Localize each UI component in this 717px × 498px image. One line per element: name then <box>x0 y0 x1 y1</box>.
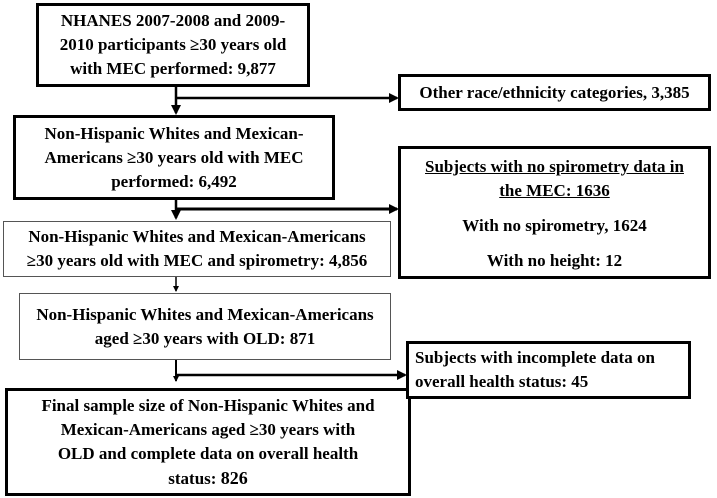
box-final-line-4 <box>168 466 247 491</box>
final-status-label: status: <box>168 468 217 488</box>
box-participants <box>36 3 310 87</box>
box-other-race <box>398 74 711 111</box>
box-no-spirometry-header-1: Subjects with no spirometry data in <box>425 157 684 176</box>
box-final-line-1: Final sample size of Non-Hispanic Whites and <box>41 395 375 415</box>
box-no-spirometry <box>398 146 711 279</box>
final-sample-count: 826 <box>220 467 248 488</box>
box-nhw-mexican-mec <box>13 115 335 200</box>
box-incomplete-data <box>406 341 691 399</box>
box-nhw-mexican-mec-line-2: Americans ≥30 years old with MEC <box>44 147 304 167</box>
box-no-spirometry-item-1: With no spirometry, 1624 <box>462 216 647 235</box>
box-nhw-mexican-mec-line-3: performed: 6,492 <box>111 171 237 191</box>
box-incomplete-line-2: overall health status: 45 <box>415 372 589 391</box>
box-incomplete-line-1: Subjects with incomplete data on <box>415 348 655 367</box>
box-participants-line-2: 2010 participants ≥30 years old <box>59 35 287 54</box>
box-other-race-text: Other race/ethnicity categories, 3,385 <box>419 82 690 102</box>
box-participants-line-1: NHANES 2007-2008 and 2009- <box>60 11 286 30</box>
box-spirometry-line-2: ≥30 years old with MEC and spirometry: 4,856 <box>26 251 368 270</box>
box-no-spirometry-item-2: With no height: 12 <box>486 251 623 270</box>
box-final-line-2: Mexican-Americans aged ≥30 years with <box>60 419 356 439</box>
box-nhw-mexican-mec-line-1: Non-Hispanic Whites and Mexican- <box>44 123 304 143</box>
box-final-sample <box>5 388 411 496</box>
box-no-spirometry-header-2: the MEC: 1636 <box>499 181 610 200</box>
box-participants-line-3: with MEC performed: 9,877 <box>70 59 276 78</box>
box-old-line-2: aged ≥30 years with OLD: 871 <box>94 328 316 348</box>
box-spirometry-line-1: Non-Hispanic Whites and Mexican-Americans <box>28 227 366 246</box>
box-nhw-mexican-spirometry <box>3 221 391 277</box>
box-final-line-3: OLD and complete data on overall health <box>57 443 359 463</box>
box-old-line-1: Non-Hispanic Whites and Mexican-Americans <box>36 304 374 324</box>
box-nhw-mexican-old <box>19 293 391 360</box>
